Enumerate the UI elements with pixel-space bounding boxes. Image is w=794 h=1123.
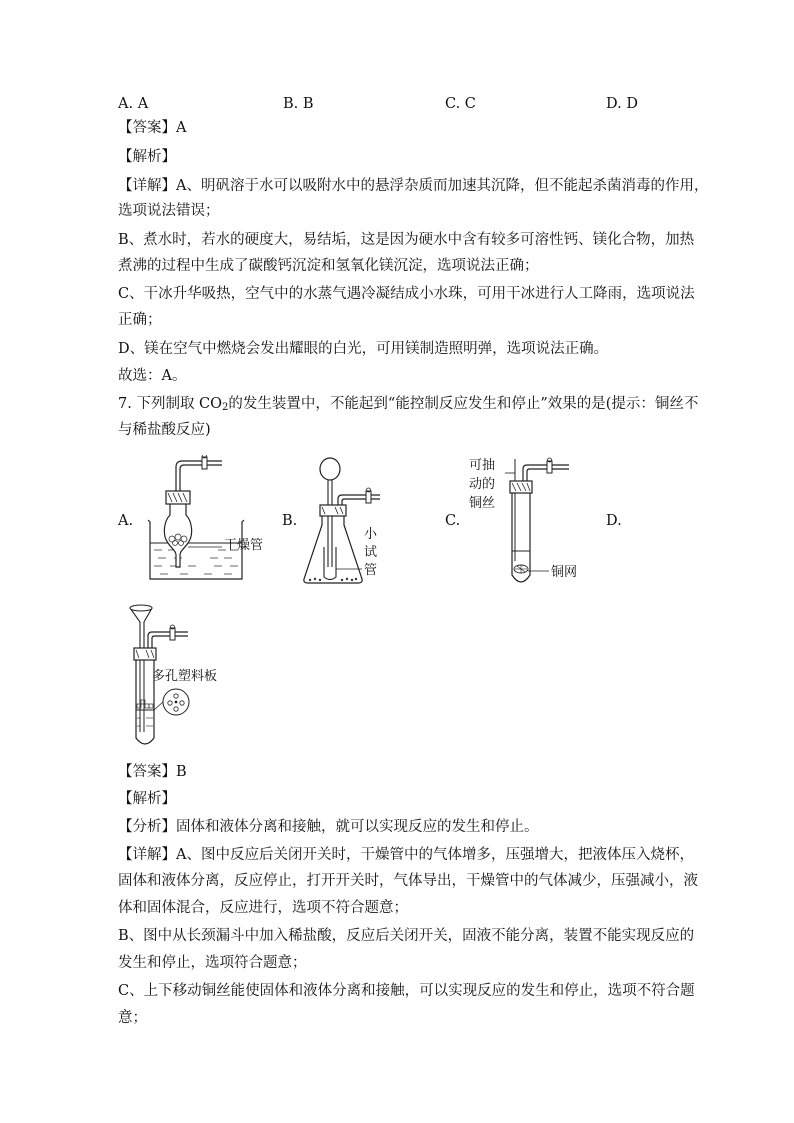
q7-answer: 【答案】B — [118, 764, 187, 780]
q6-detail-1: 【详解】A、明矾溶于水可以吸附水中的悬浮杂质而加速其沉降，但不能起杀菌消毒的作用， — [118, 178, 709, 194]
option-d: D. D — [606, 96, 638, 112]
q7-fenxi: 【分析】固体和液体分离和接触，就可以实现反应的发生和停止。 — [118, 819, 539, 835]
figure-label-b: B. — [282, 513, 298, 529]
figure-label-a: A. — [118, 513, 134, 529]
apparatus-a — [140, 455, 290, 585]
label-copper-wire-3: 铜丝 — [469, 496, 496, 511]
q7-analysis: 【解析】 — [118, 791, 176, 807]
q7-stem-line-2: 与稀盐酸反应) — [118, 422, 211, 438]
option-a: A. A — [118, 96, 149, 112]
apparatus-b-drawing — [300, 455, 400, 590]
q7-a-3: 体和固体混合，反应进行，选项不符合题意； — [118, 900, 408, 916]
apparatus-b — [300, 455, 400, 590]
q6-c-2: 正确； — [118, 312, 162, 328]
q7-stem-sub: 2 — [222, 402, 229, 413]
q7-stem-post: 的发生装置中，不能起到“能控制反应发生和停止”效果的是(提示：铜丝不 — [228, 396, 699, 412]
option-b: B. B — [283, 96, 314, 112]
q7-c-1: C、上下移动铜丝能使固体和液体分离和接触，可以实现反应的发生和停止，选项不符合题 — [118, 983, 695, 999]
q6-c-1: C、干冰升华吸热，空气中的水蒸气遇冷凝结成小水珠，可用干冰进行人工降雨，选项说法 — [118, 286, 695, 302]
label-copper-wire — [469, 456, 495, 513]
label-copper-wire-1: 可抽 — [469, 458, 496, 473]
q7-a-2: 固体和液体分离，反应停止，打开开关时，气体导出，干燥管中的气体减少，压强减小，液 — [118, 873, 698, 889]
q6-analysis: 【解析】 — [118, 149, 176, 165]
q6-answer: 【答案】A — [118, 120, 187, 136]
label-copper-mesh: 铜网 — [551, 565, 578, 580]
apparatus-d — [118, 600, 248, 750]
apparatus-c — [465, 455, 595, 590]
q6-d-1: D、镁在空气中燃烧会发出耀眼的白光，可用镁制造照明弹，选项说法正确。 — [118, 341, 609, 357]
q7-b-2: 发生和停止，选项符合题意； — [118, 955, 307, 971]
q6-detail-2: 选项说法错误； — [118, 203, 220, 219]
q6-b-2: 煮沸的过程中生成了碳酸钙沉淀和氢氧化镁沉淀，选项说法正确； — [118, 258, 539, 274]
figure-label-c: C. — [445, 513, 461, 529]
q6-choice: 故选：A。 — [118, 368, 187, 384]
q6-b-1: B、煮水时，若水的硬度大，易结垢，这是因为硬水中含有较多可溶性钙、镁化合物，加热 — [118, 232, 695, 248]
q7-c-2: 意； — [118, 1010, 147, 1026]
label-small-tube-1: 小 — [364, 527, 378, 542]
label-small-tube-2: 试 — [364, 545, 378, 560]
option-c: C. C — [445, 96, 476, 112]
label-small-tube-3: 管 — [364, 563, 378, 578]
label-drying-tube: 干燥管 — [224, 538, 264, 553]
apparatus-a-drawing — [140, 455, 290, 585]
label-perforated-plate: 多孔塑料板 — [152, 669, 218, 684]
q7-a-1: 【详解】A、图中反应后关闭开关时，干燥管中的气体增多，压强增大，把液体压入烧杯， — [118, 847, 694, 863]
q7-stem-pre: 7. 下列制取 CO — [118, 396, 223, 412]
label-small-tube — [364, 526, 377, 580]
q7-b-1: B、图中从长颈漏斗中加入稀盐酸，反应后关闭开关，固液不能分离，装置不能实现反应的 — [118, 928, 695, 944]
figure-label-d: D. — [606, 513, 622, 529]
label-copper-wire-2: 动的 — [469, 477, 496, 492]
q7-stem-line-1 — [118, 393, 699, 419]
